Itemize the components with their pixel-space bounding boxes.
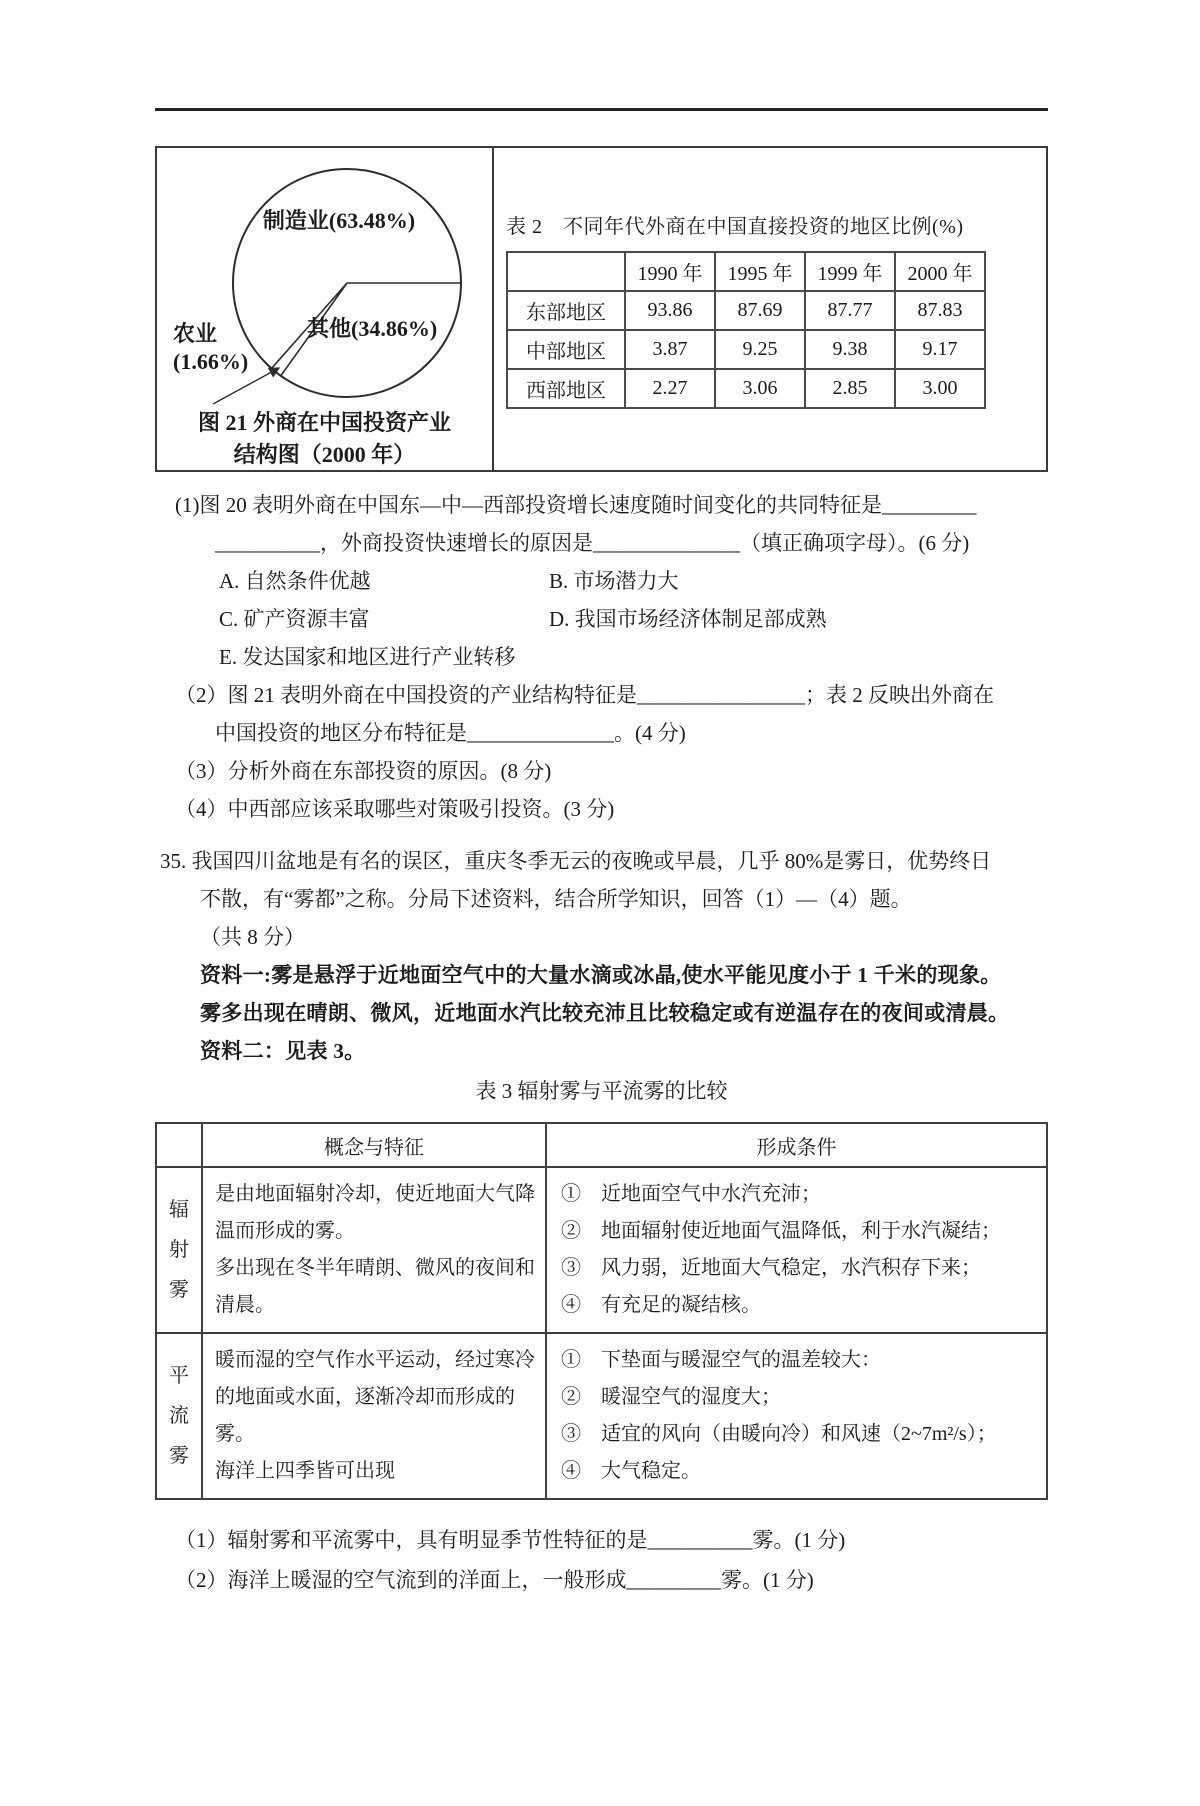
- q34-item1-line2: __________，外商投资快速增长的原因是______________（填正确项字母）。(6 分): [215, 531, 970, 555]
- q35-material1-line1: 资料一:雾是悬浮于近地面空气中的大量水滴或冰晶,使水平能见度小于 1 千米的现象。: [200, 963, 1002, 987]
- condition-item: ② 暖湿空气的湿度大；: [561, 1386, 781, 1408]
- table3-header-blank: [156, 1123, 202, 1167]
- table3-rowlabel-radiation-fog: [156, 1167, 202, 1333]
- exam-page: [155, 108, 1048, 1600]
- condition-item: ④ 有充足的凝结核。: [561, 1294, 761, 1316]
- table3-header-conditions: 形成条件: [546, 1123, 1047, 1167]
- vertical-label: 辐射雾: [169, 1199, 189, 1301]
- q34-item4: （4）中西部应该采取哪些对策吸引投资。(3 分): [175, 797, 615, 821]
- q35-intro-line2: 不散，有“雾都”之称。分局下述资料，结合所学知识，回答（1）—（4）题。: [200, 887, 912, 911]
- q34-option-d: D. 我国市场经济体制足部成熟: [549, 607, 827, 631]
- table2-row-east: [507, 291, 985, 330]
- q34-option-e: E. 发达国家和地区进行产业转移: [219, 645, 516, 669]
- concept-paragraph: 是由地面辐射冷却，使近地面大气降温而形成的雾。: [215, 1183, 535, 1242]
- table2-row-central: [507, 330, 985, 369]
- table2-cell: 87.69: [715, 291, 805, 330]
- table3-header-row: [156, 1123, 1047, 1167]
- table2-row-label: 中部地区: [507, 330, 625, 369]
- pie-label-agriculture-name: 农业: [173, 321, 218, 346]
- question35-block: [155, 842, 1048, 1600]
- q35-sub1: （1）辐射雾和平流雾中，具有明显季节性特征的是__________雾。(1 分): [175, 1528, 846, 1552]
- table2-cell: 2.27: [625, 369, 715, 408]
- table2-cell: 9.25: [715, 330, 805, 369]
- q34-item1-line1: (1)图 20 表明外商在中国东—中—西部投资增长速度随时间变化的共同特征是_________: [175, 493, 977, 517]
- table2-title: 表 2 不同年代外商在中国直接投资的地区比例(%): [506, 216, 964, 238]
- condition-item: ① 下垫面与暖湿空气的温差较大：: [561, 1349, 881, 1371]
- concept-paragraph: 多出现在冬半年晴朗、微风的夜间和清晨。: [215, 1257, 535, 1316]
- figure-caption-line1: 图 21 外商在中国投资产业: [197, 410, 451, 435]
- condition-item: ③ 适宜的风向（由暖向冷）和风速（2~7m²/s）；: [561, 1423, 997, 1445]
- condition-item: ④ 大气稳定。: [561, 1460, 701, 1482]
- table2-header-1995: 1995 年: [715, 252, 805, 291]
- pie-label-agriculture: [173, 320, 248, 376]
- table2: [506, 251, 986, 409]
- q35-sub2: （2）海洋上暖湿的空气流到的洋面上，一般形成_________雾。(1 分): [175, 1568, 814, 1592]
- table2-header-blank: [507, 252, 625, 291]
- table2-row-label: 东部地区: [507, 291, 625, 330]
- radiation-fog-concept: [202, 1167, 546, 1333]
- table2-cell: 9.38: [805, 330, 895, 369]
- q34-option-c: C. 矿产资源丰富: [219, 607, 370, 631]
- q34-options-row2: [155, 600, 1048, 638]
- pie-chart-panel: [157, 148, 494, 470]
- pie-label-agriculture-value: (1.66%): [173, 349, 249, 374]
- q35-intro-line3: （共 8 分）: [200, 925, 305, 949]
- pie-label-other: 其他(34.86%): [307, 316, 438, 341]
- table2-cell: 87.77: [805, 291, 895, 330]
- q34-item2-line2: 中国投资的地区分布特征是______________。(4 分): [215, 721, 686, 745]
- table3-rowlabel-advection-fog: [156, 1333, 202, 1499]
- q34-options-row3: [155, 638, 1048, 676]
- table2-cell: 87.83: [895, 291, 985, 330]
- table3-header-concept: 概念与特征: [202, 1123, 546, 1167]
- condition-item: ③ 风力弱，近地面大气稳定，水汽积存下来；: [561, 1257, 981, 1279]
- q34-options-row1: [155, 562, 1048, 600]
- pie-label-manufacturing: 制造业(63.48%): [262, 208, 416, 233]
- condition-item: ② 地面辐射使近地面气温降低，利于水汽凝结；: [561, 1220, 1001, 1242]
- table3: [155, 1122, 1048, 1500]
- q35-material1-line2: 雾多出现在晴朗、微风，近地面水汽比较充沛且比较稳定或有逆温存在的夜间或清晨。: [200, 1001, 1010, 1025]
- table2-cell: 3.87: [625, 330, 715, 369]
- table3-row-radiation-fog: [156, 1167, 1047, 1333]
- figure-caption-line2: 结构图（2000 年）: [233, 442, 416, 467]
- condition-item: ① 近地面空气中水汽充沛；: [561, 1183, 821, 1205]
- question34-block: [155, 486, 1048, 828]
- advection-fog-concept: [202, 1333, 546, 1499]
- vertical-label: 平流雾: [169, 1365, 189, 1467]
- table2-header-row: [507, 252, 985, 291]
- figure-box: [155, 146, 1048, 472]
- table2-cell: 93.86: [625, 291, 715, 330]
- table2-row-label: 西部地区: [507, 369, 625, 408]
- concept-paragraph: 暖而湿的空气作水平运动，经过寒冷的地面或水面，逐渐冷却而形成的雾。: [215, 1349, 535, 1445]
- q34-item2-line1: （2）图 21 表明外商在中国投资的产业结构特征是________________；表 2 反映出外商在: [175, 683, 994, 707]
- q35-intro-line1: 35. 我国四川盆地是有名的误区，重庆冬季无云的夜晚或早晨，几乎 80%是雾日，优势终日: [160, 849, 992, 873]
- radiation-fog-conditions: [546, 1167, 1047, 1333]
- q34-item3: （3）分析外商在东部投资的原因。(8 分): [175, 759, 552, 783]
- concept-paragraph: 海洋上四季皆可出现: [215, 1460, 395, 1482]
- advection-fog-conditions: [546, 1333, 1047, 1499]
- table2-cell: 3.00: [895, 369, 985, 408]
- table2-header-1990: 1990 年: [625, 252, 715, 291]
- table3-title: 表 3 辐射雾与平流雾的比较: [475, 1079, 728, 1103]
- q35-sub-questions: [155, 1520, 1048, 1600]
- table2-cell: 2.85: [805, 369, 895, 408]
- q34-option-b: B. 市场潜力大: [549, 569, 679, 593]
- q34-option-a: A. 自然条件优越: [219, 569, 371, 593]
- table2-panel: [494, 148, 1046, 470]
- table3-row-advection-fog: [156, 1333, 1047, 1499]
- q35-material2: 资料二：见表 3。: [200, 1039, 366, 1063]
- header-rule: [155, 108, 1048, 111]
- table2-cell: 9.17: [895, 330, 985, 369]
- table2-header-2000: 2000 年: [895, 252, 985, 291]
- table2-header-1999: 1999 年: [805, 252, 895, 291]
- table2-cell: 3.06: [715, 369, 805, 408]
- table2-row-west: [507, 369, 985, 408]
